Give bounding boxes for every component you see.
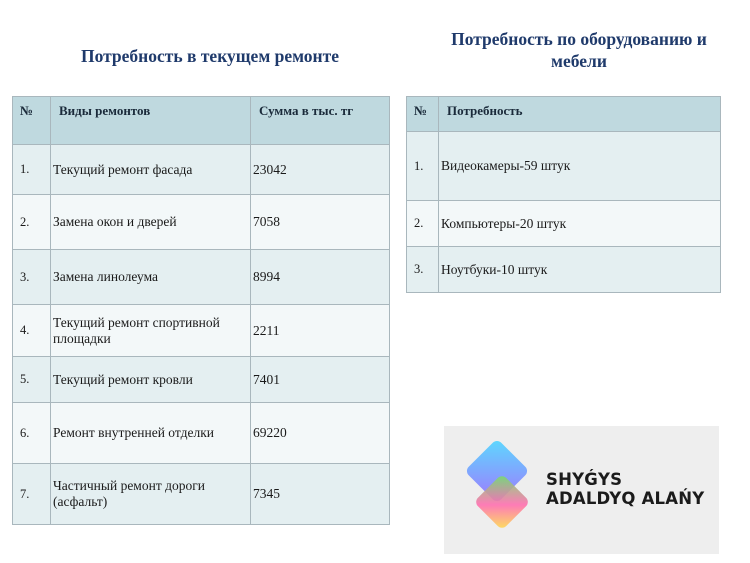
repair-sum: 23042 [251,145,390,195]
repair-type: Частичный ремонт дороги (асфальт) [51,464,251,525]
table-row [13,357,390,403]
repair-sum: 7345 [251,464,390,525]
repair-sum: 2211 [251,305,390,357]
row-number: 2. [13,195,51,250]
repair-sum: 7058 [251,195,390,250]
row-number: 4. [13,305,51,357]
logo-mark-icon [454,438,542,542]
logo-line-1: SHYǴYS [546,470,623,489]
col-header-number: № [13,97,51,145]
repair-needs-title: Потребность в текущем ремонте [80,46,339,66]
table-row [407,201,721,247]
table-row [13,464,390,525]
repair-type: Замена окон и дверей [51,195,251,250]
table-header-row [407,97,721,132]
row-number: 5. [13,357,51,403]
need-item: Ноутбуки-10 штук [439,247,721,293]
repair-type: Текущий ремонт фасада [51,145,251,195]
col-header-need: Потребность [439,97,721,132]
logo-line-2: ADALDYQ ALAŃY [546,489,705,508]
table-row [13,145,390,195]
table-row [13,403,390,464]
logo [444,426,719,554]
col-header-repair-type: Виды ремонтов [51,97,251,145]
equipment-needs-title: Потребность по оборудованию и мебели [451,29,707,71]
equipment-needs-table [406,96,721,293]
need-item: Видеокамеры-59 штук [439,132,721,201]
row-number: 6. [13,403,51,464]
logo-wordmark [546,470,704,508]
row-number: 2. [407,201,439,247]
repair-needs-table [12,96,390,525]
col-header-sum: Сумма в тыс. тг [251,97,390,145]
row-number: 1. [407,132,439,201]
row-number: 3. [407,247,439,293]
row-number: 3. [13,250,51,305]
table-row [13,195,390,250]
table-row [13,305,390,357]
row-number: 1. [13,145,51,195]
table-row [407,132,721,201]
table-header-row [13,97,390,145]
repair-type: Замена линолеума [51,250,251,305]
repair-sum: 8994 [251,250,390,305]
table-row [407,247,721,293]
repair-sum: 7401 [251,357,390,403]
table-row [13,250,390,305]
repair-sum: 69220 [251,403,390,464]
repair-type: Текущий ремонт кровли [51,357,251,403]
need-item: Компьютеры-20 штук [439,201,721,247]
col-header-number: № [407,97,439,132]
repair-type: Ремонт внутренней отделки [51,403,251,464]
repair-type: Текущий ремонт спортивной площадки [51,305,251,357]
row-number: 7. [13,464,51,525]
